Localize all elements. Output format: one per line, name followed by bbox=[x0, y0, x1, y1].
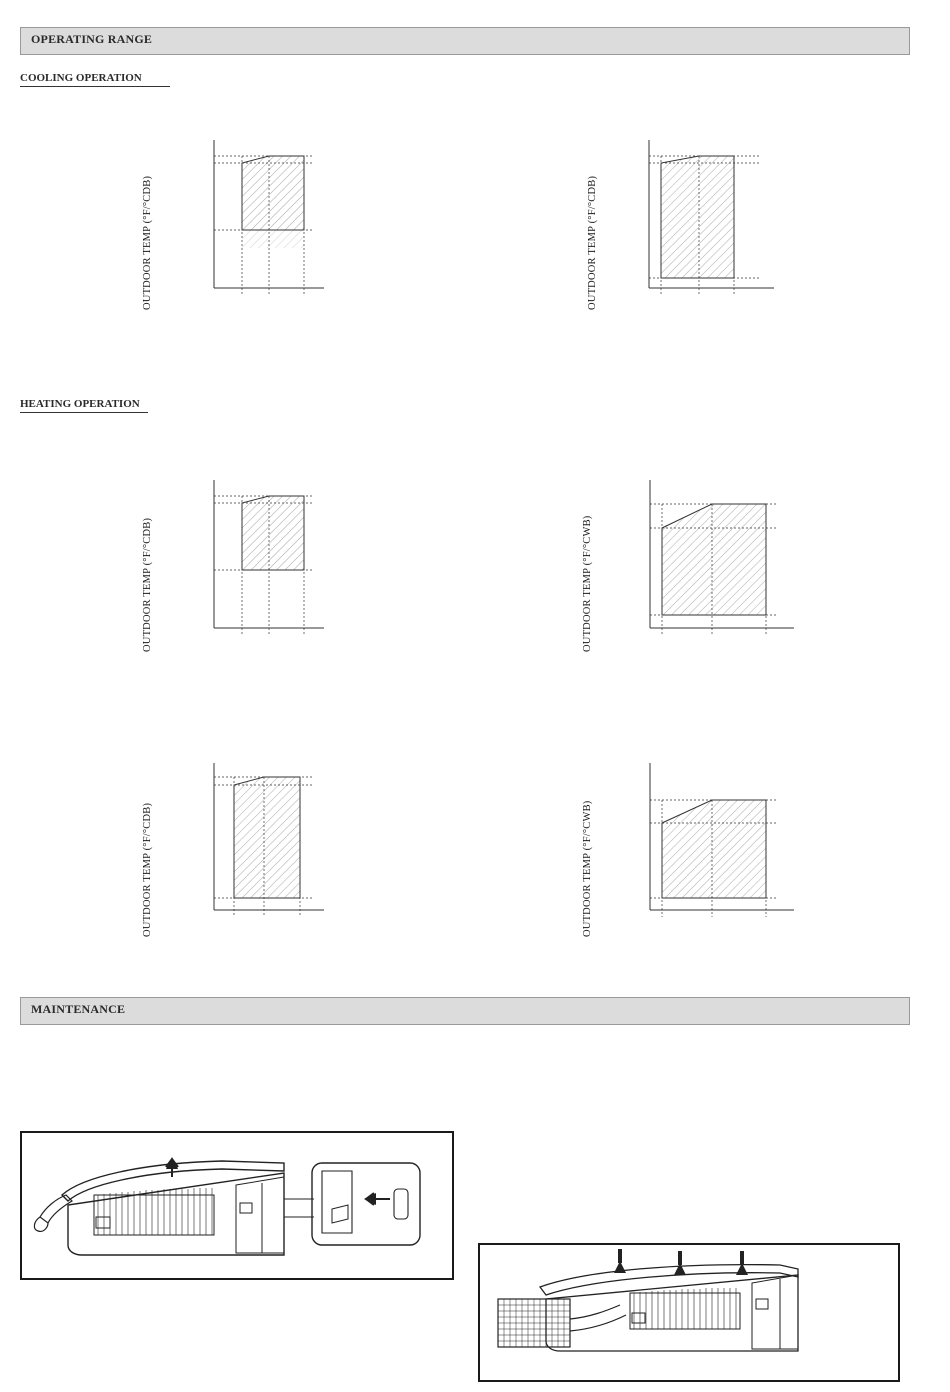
subheading-heating: HEATING OPERATION bbox=[20, 398, 148, 413]
section-header-operating-range bbox=[20, 27, 910, 55]
section-header-maintenance bbox=[20, 997, 910, 1025]
chart-plot-area bbox=[604, 470, 854, 655]
chart-y-axis-label: OUTDOOR TEMP (°F/°CDB) bbox=[142, 517, 153, 652]
chart-y-axis-label: OUTDOOR TEMP (°F/°CWB) bbox=[582, 800, 593, 937]
chart-plot-area bbox=[609, 130, 859, 315]
chart-plot-area bbox=[604, 755, 854, 940]
chart-heating-left-bottom bbox=[140, 755, 390, 940]
chart-y-axis-label: OUTDOOR TEMP (°F/°CWB) bbox=[582, 515, 593, 652]
figure-indoor-unit-panel-open bbox=[20, 1131, 454, 1280]
figure-illustration bbox=[480, 1245, 893, 1375]
chart-y-axis-label: OUTDOOR TEMP (°F/°CDB) bbox=[142, 802, 153, 937]
chart-y-axis-label: OUTDOOR TEMP (°F/°CDB) bbox=[142, 175, 153, 310]
chart-plot-area bbox=[164, 470, 404, 655]
chart-y-axis-label: OUTDOOR TEMP (°F/°CDB) bbox=[587, 175, 598, 310]
section-title: OPERATING RANGE bbox=[31, 32, 153, 46]
chart-cooling-left bbox=[140, 130, 390, 315]
chart-heating-right-bottom bbox=[580, 755, 840, 940]
chart-cooling-right bbox=[585, 130, 835, 315]
figure-illustration bbox=[22, 1133, 447, 1273]
section-title: MAINTENANCE bbox=[31, 1002, 126, 1016]
chart-plot-area bbox=[164, 130, 404, 315]
figure-air-filter-removal bbox=[478, 1243, 900, 1382]
chart-heating-left-top bbox=[140, 470, 390, 655]
chart-heating-right-top bbox=[580, 470, 840, 655]
chart-plot-area bbox=[164, 755, 404, 940]
subheading-cooling: COOLING OPERATION bbox=[20, 72, 170, 87]
